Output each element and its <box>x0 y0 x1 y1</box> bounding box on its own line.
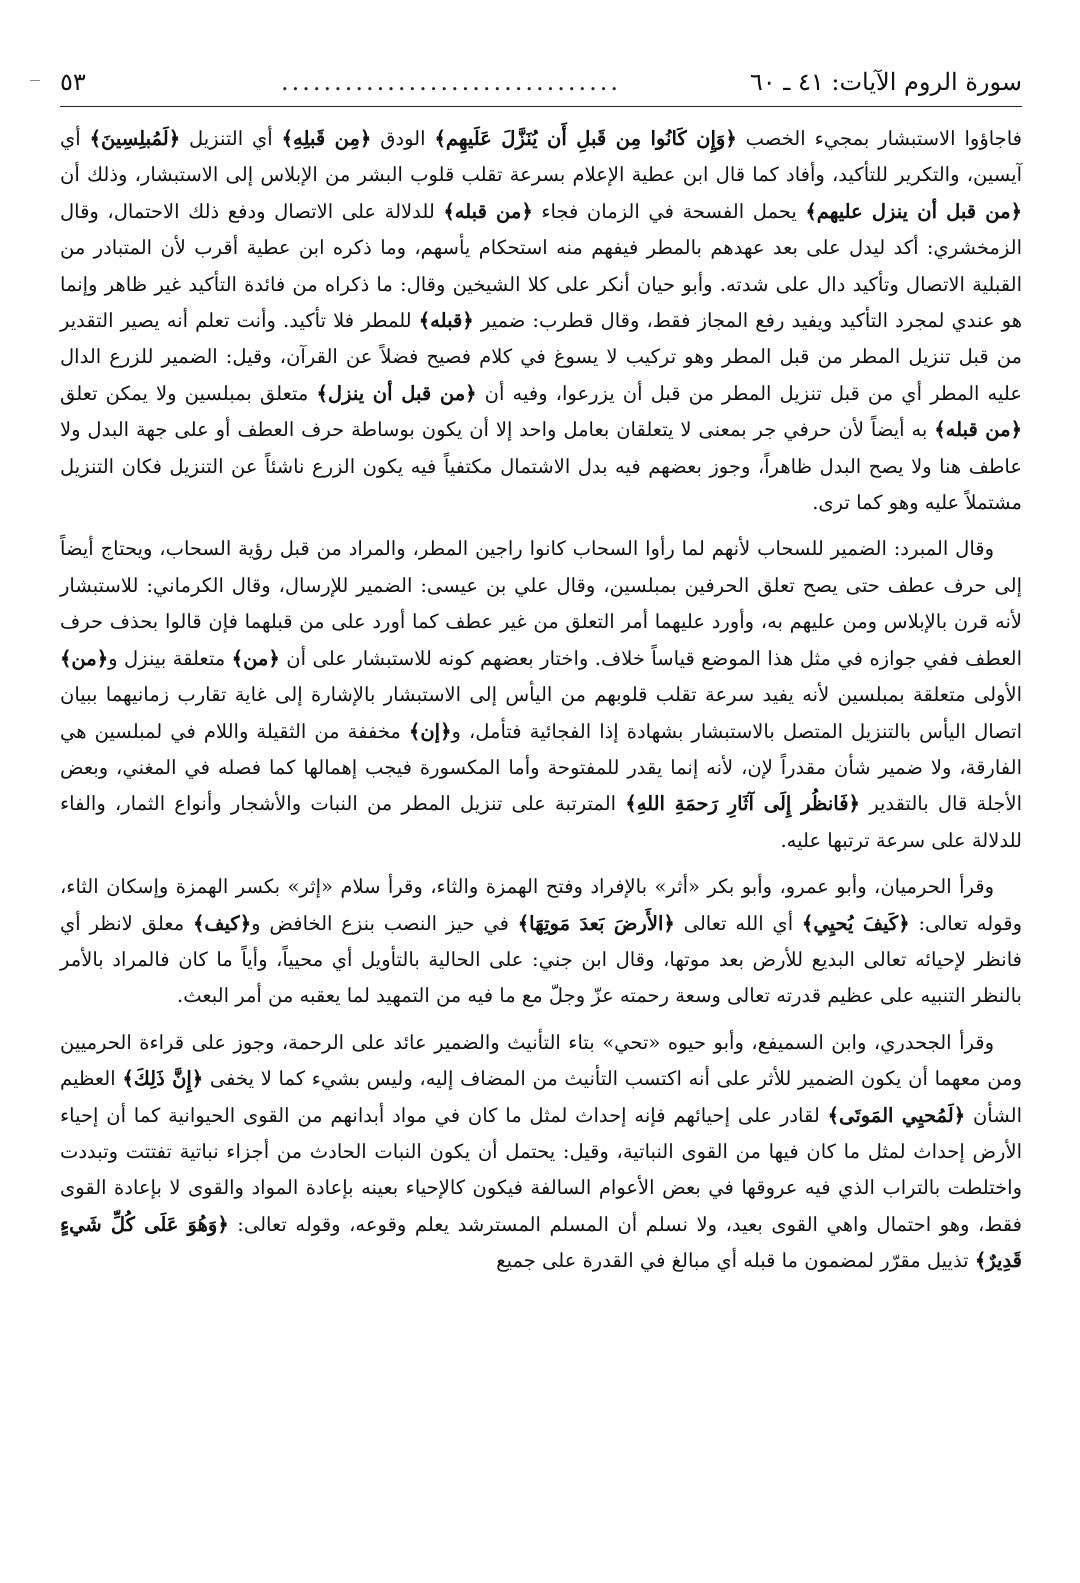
quran-quote: ﴿إن﴾ <box>408 719 452 743</box>
quran-quote: ﴿لَمُبلِسِينَ﴾ <box>89 127 181 150</box>
quran-quote: ﴿من قبله﴾ <box>934 418 1022 442</box>
paragraph-3: وقرأ الحرميان، وأبو عمرو، وأبو بكر «أثر» بالإفراد وفتح الهمزة والثاء، وقرأ سلام «إثر» بكسر الهمزة وإسكان الثاء، وقوله تعالى: ﴿كَيفَ يُحيِي﴾ أي الله تعالى ﴿الأَرضَ بَعدَ مَوتِهَا﴾ في حيز النصب بنزع الخافض و﴿كيف﴾ معلق لانظر أي فانظر لإحيائه تعالى البديع للأرض بعد موتها، وقال ابن جني: على الحالية بالتأويل أي محيياً، وأياً ما كان فالمراد بالأمر بالنظر التنبيه على عظيم قدرته تعالى وسعة رحمته عزّ وجلّ مع ما فيه من التمهيد لما يعقبه من أمر البعث. <box>60 875 1022 1008</box>
header-title: سورة الروم الآيات: ٤١ ـ ٦٠ <box>749 68 1022 96</box>
quran-quote: ﴿من قبل أن ينزل عليهم﴾ <box>805 199 1023 223</box>
quran-quote: ﴿وَهُوَ عَلَى كُلِّ شَيءٍ قَدِيرٌ﴾ <box>60 1212 1022 1273</box>
paragraph-4: وقرأ الجحدري، وابن السميفع، وأبو حيوه «تحي» بتاء التأنيث والضمير عائد على الرحمة، وجوز على قراءة الحرميين ومن معهما أن يكون الضمير للأثر على أنه اكتسب التأنيث من المضاف إليه، وليس بشيء كما لا يخفى ﴿إِنَّ ذَلِكَ﴾ العظيم الشأن ﴿لَمُحيِي المَوتَى﴾ لقادر على إحيائهم فإنه إحداث لمثل ما كان في مواد أبدانهم من القوى الحيوانية كما أن إحياء الأرض إحداث لمثل ما كان فيها من القوى النباتية، وقيل: يحتمل أن يكون النبات الحادث من أجزاء نباتية تفتتت وتبددت واختلطت بالتراب الذي فيه عروقها في بعض الأعوام السالفة فيكون كالإحياء بعينه بإعادة المواد والقوى لا بإعادة القوى فقط، وهو احتمال واهي القوى بعيد، ولا نسلم أن المسلم المسترشد يعلم وقوعه، وقوله تعالى: ﴿وَهُوَ عَلَى كُلِّ شَيءٍ قَدِيرٌ﴾ تذييل مقرّر لمضمون ما قبله أي مبالغ في القدرة على جميع <box>60 1030 1023 1273</box>
header-leader-dots: ................................ <box>280 68 622 96</box>
body-text <box>60 121 1022 1280</box>
paragraph-1: فاجاؤوا الاستبشار بمجيء الخصب ﴿وَإِن كَانُوا مِن قَبلِ أَن يُنَزَّلَ عَلَيهِم﴾ الودق ﴿مِن قَبلِهِ﴾ أي التنزيل ﴿لَمُبلِسِينَ﴾ أي آيسين، والتكرير للتأكيد، وأفاد كما قال ابن عطية الإعلام بسرعة تقلب قلوب البشر من الإبلاس إلى الاستبشار، وذلك أن ﴿من قبل أن ينزل عليهم﴾ يحمل الفسحة في الزمان فجاء ﴿من قبله﴾ للدلالة على الاتصال ودفع ذلك الاحتمال، وقال الزمخشري: أكد ليدل على بعد عهدهم بالمطر فيفهم منه استحكام يأسهم، وما ذكره ابن عطية أقرب لأن المتبادر من القبلية الاتصال وتأكيد دال على شدته. وأبو حيان أنكر على كلا الشيخين وقال: ما ذكراه من فائدة التأكيد غير ظاهر وإنما هو عندي لمجرد التأكيد ويفيد رفع المجاز فقط، وقال قطرب: ضمير ﴿قبله﴾ للمطر فلا تأكيد. وأنت تعلم أنه يصير التقدير من قبل تنزيل المطر من قبل المطر وهو تركيب لا يسوغ في كلام فصيح فضلاً عن القرآن، وقيل: الضمير للزرع الدال عليه المطر أي من قبل تنزيل المطر من قبل أن يزرعوا، وفيه أن ﴿من قبل أن ينزل﴾ متعلق بمبلسين ولا يمكن تعلق ﴿من قبله﴾ به أيضاً لأن حرفي جر بمعنى لا يتعلقان بعامل واحد إلا أن يكون بوساطة حرف العطف أو على جهة البدل ولا عاطف هنا ولا يصح البدل ظاهراً، وجوز بعضهم فيه بدل الاشتمال مكتفياً فيه يكون الزرع ناشئاً عن التنزيل فكان التنزيل مشتملاً عليه وهو كما ترى. <box>60 127 1023 515</box>
quran-quote: ﴿من قبله﴾ <box>443 199 533 223</box>
paragraph-2: وقال المبرد: الضمير للسحاب لأنهم لما رأوا السحاب كانوا راجين المطر، والمراد من قبل رؤية السحاب، ويحتاج أيضاً إلى حرف عطف حتى يصح تعلق الحرفين بمبلسين، وقال علي بن عيسى: الضمير للإرسال، وقال الكرماني: للاستبشار لأنه قرن بالإبلاس ومن عليهم به، وأورد عليهما أمر التعلق من غير عطف كما أورد على من قبلهما فإن قالوا بحذف حرف العطف ففي جوازه في مثل هذا الموضع قياساً خلاف. واختار بعضهم كونه للاستبشار على أن ﴿من﴾ متعلقة بينزل و﴿من﴾ الأولى متعلقة بمبلسين لأنه يفيد سرعة تقلب قلوبهم من اليأس إلى الاستبشار بالإشارة إلى غاية تقارب زمانيهما ببيان اتصال اليأس بالتنزيل المتصل بالاستبشار بشهادة إذا الفجائية فتأمل، و﴿إن﴾ مخففة من الثقيلة واللام في لمبلسين هي الفارقة، ولا ضمير شأن مقدراً لإن، لأنه إنما يقدر للمفتوحة وأما المكسورة فيجب إهمالها كما فصله في المغني، وبعض الأجلة قال بالتقدير ﴿فَانظُر إِلَى آثَارِ رَحمَةِ اللهِ﴾ المترتبة على تنزيل المطر من النبات والأشجار وأنواع الثمار، والفاء للدلالة على سرعة ترتبها عليه. <box>60 537 1023 852</box>
quran-quote: ﴿قبله﴾ <box>418 309 474 333</box>
quran-quote: ﴿الأَرضَ بَعدَ مَوتِهَا﴾ <box>517 911 675 935</box>
quran-quote: ﴿من﴾ <box>60 646 109 670</box>
quran-quote: ﴿من﴾ <box>231 646 280 670</box>
running-header <box>60 62 1022 107</box>
quran-quote: ﴿كيف﴾ <box>192 911 252 935</box>
quran-quote: ﴿من قبل أن ينزل﴾ <box>316 381 477 405</box>
quran-quote: ﴿إِنَّ ذَلِكَ﴾ <box>122 1067 204 1091</box>
margin-mark <box>30 80 40 81</box>
quran-quote: ﴿وَإِن كَانُوا مِن قَبلِ أَن يُنَزَّلَ عَلَيهِم﴾ <box>434 127 737 150</box>
page <box>60 62 1022 1290</box>
quran-quote: ﴿لَمُحيِي المَوتَى﴾ <box>827 1103 966 1127</box>
quran-quote: ﴿مِن قَبلِهِ﴾ <box>281 127 372 150</box>
quran-quote: ﴿كَيفَ يُحيِي﴾ <box>801 911 910 935</box>
quran-quote: ﴿فَانظُر إِلَى آثَارِ رَحمَةِ اللهِ﴾ <box>625 792 860 816</box>
page-number: ٥٣ <box>60 68 86 96</box>
